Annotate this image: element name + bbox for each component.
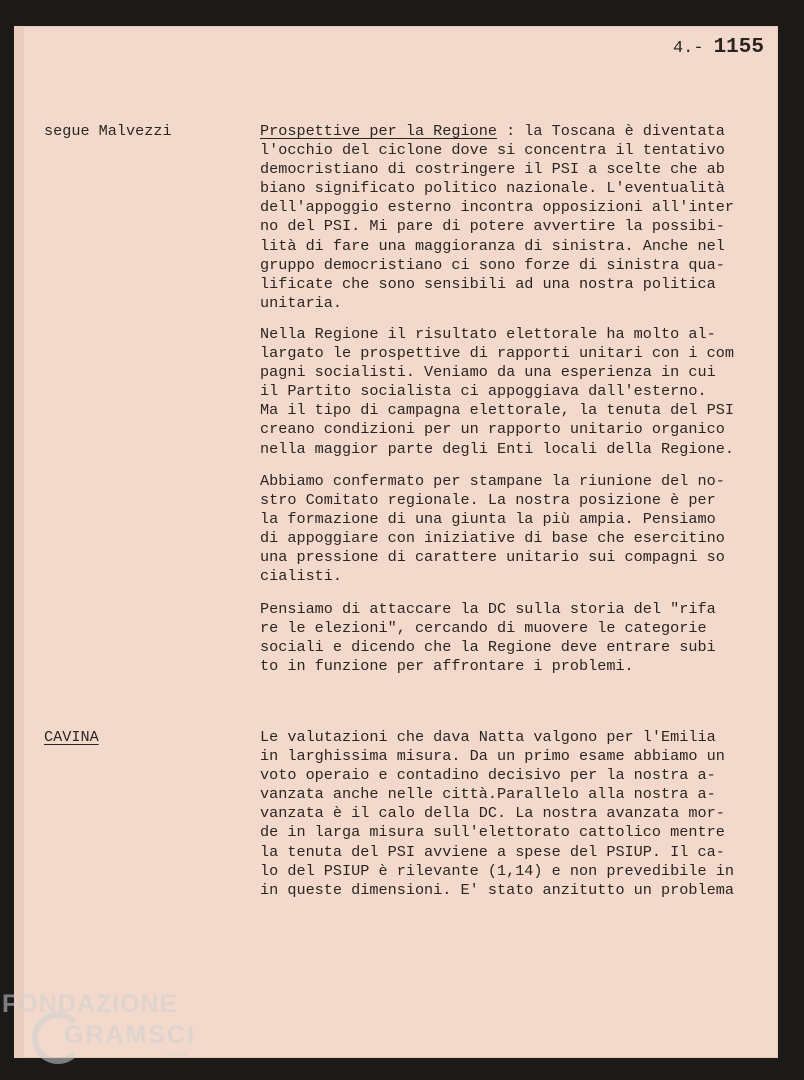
text-line: democristiano di costringere il PSI a scelte che ab: [260, 160, 725, 179]
page-number: [673, 36, 764, 59]
page-number-prefix: 4.-: [672, 39, 704, 58]
text-line: gruppo democristiano ci sono forze di sinistra qua-: [260, 255, 725, 274]
text-line: biano significato politico nazionale. L'eventualità: [260, 179, 725, 198]
text-line: lità di fare una maggioranza di sinistra. Anche nel: [260, 236, 725, 255]
text-line: unitaria.: [260, 293, 343, 312]
watermark-logo: [2, 990, 197, 1060]
paragraph: [260, 472, 760, 587]
text-line: vanzata è il calo della DC. La nostra avanzata mor-: [260, 804, 725, 823]
text-line: in larghissima misura. Da un primo esame abbiamo un: [260, 747, 725, 766]
text-line: Le valutazioni che dava Natta valgono per l'Emilia: [260, 728, 716, 746]
text-line: pagni socialisti. Veniamo da una esperienza in cui: [260, 363, 716, 382]
text-line: de in larga misura sull'elettorato cattolico mentre: [260, 823, 725, 842]
text-line: dell'appoggio esterno incontra opposizioni all'inter: [260, 198, 734, 217]
text-line: Pensiamo di attaccare la DC sulla storia del "rifa: [260, 600, 716, 618]
text-line: creano condizioni per un rapporto unitario organico: [260, 420, 725, 439]
watermark-line1: FONDAZIONE: [2, 990, 178, 1018]
text-line: sociali e dicendo che la Regione deve entrare subi: [260, 638, 716, 657]
text-line: l'occhio del ciclone dove si concentra il tentativo: [260, 141, 725, 160]
text-line: Abbiamo confermato per stampane la riunione del no-: [260, 472, 725, 490]
text-line: il Partito socialista ci appoggiava dall'esterno.: [260, 382, 707, 401]
text-line: cialisti.: [260, 567, 343, 586]
text-line: vanzata anche nelle città.Parallelo alla nostra a-: [260, 785, 716, 804]
speaker-label-malvezzi: segue Malvezzi: [44, 122, 172, 140]
text-line: Prospettive per la Regione : la Toscana è diventata: [260, 122, 725, 140]
watermark-sub: onlus: [166, 1050, 188, 1060]
speaker-label-cavina: CAVINA: [44, 728, 99, 746]
text-line: voto operaio e contadino decisivo per la nostra a-: [260, 766, 716, 785]
text-line: re le elezioni", cercando di muovere le categorie: [260, 619, 707, 638]
text-line: lificate che sono sensibili ad una nostra politica: [260, 274, 716, 293]
page-number-value: 1155: [713, 36, 764, 59]
text-line: stro Comitato regionale. La nostra posizione è per: [260, 491, 716, 510]
text-line: no del PSI. Mi pare di potere avvertire la possibi-: [260, 217, 725, 236]
watermark-line2: GRAMSCI: [64, 1021, 197, 1049]
text-line: Nella Regione il risultato elettorale ha molto al-: [260, 325, 716, 343]
text-line: in queste dimensioni. E' stato anzitutto un problema: [260, 880, 734, 899]
text-line: lo del PSIUP è rilevante (1,14) e non prevedibile in: [260, 861, 734, 880]
paragraph: [260, 600, 760, 676]
text-line: largato le prospettive di rapporti unitari con i com: [260, 344, 734, 363]
section-heading: Prospettive per la Regione: [260, 122, 497, 140]
paragraph: [260, 122, 760, 313]
paragraph: [260, 728, 760, 900]
paragraph: [260, 325, 760, 459]
text-line: la formazione di una giunta la più ampia. Pensiamo: [260, 510, 716, 529]
text-line: la tenuta del PSI avviene a spese del PSIUP. Il ca-: [260, 842, 725, 861]
text-line: di appoggiare con iniziative di base che esercitino: [260, 529, 725, 548]
text-line: una pressione di carattere unitario sui compagni so: [260, 548, 725, 567]
gramsci-logo-icon: [32, 1012, 84, 1064]
text-line: to in funzione per affrontare i problemi.: [260, 657, 634, 676]
text-line: Ma il tipo di campagna elettorale, la tenuta del PSI: [260, 401, 734, 420]
text-line: nella maggior parte degli Enti locali della Regione.: [260, 439, 734, 458]
page-edge: [14, 26, 24, 1058]
